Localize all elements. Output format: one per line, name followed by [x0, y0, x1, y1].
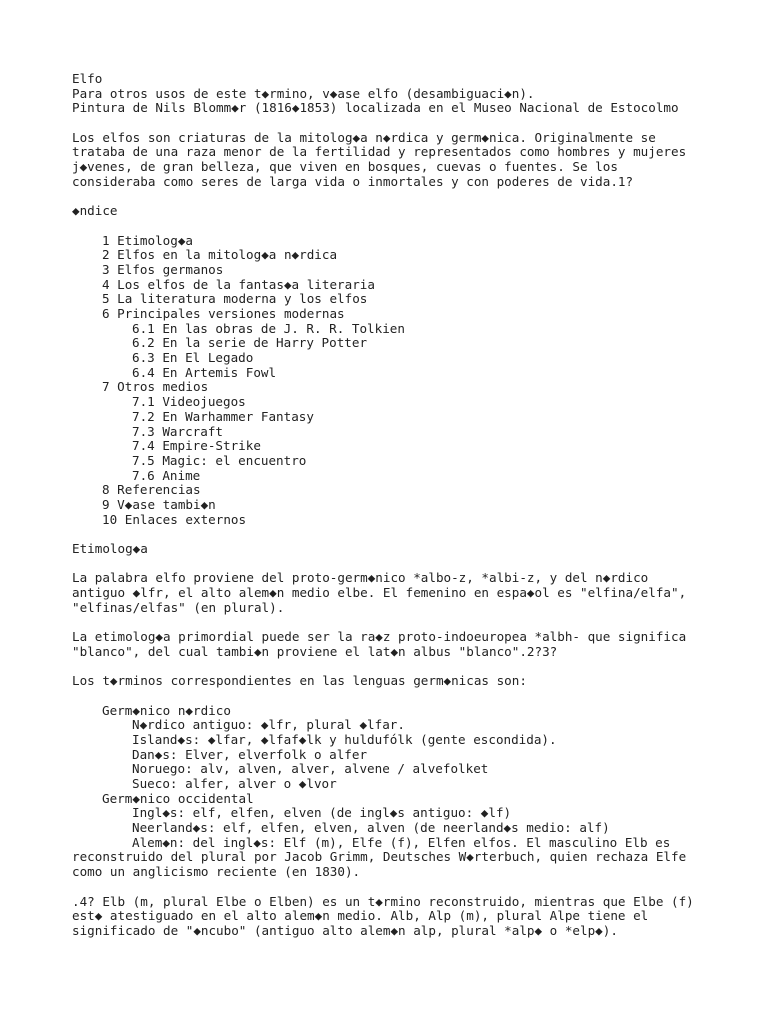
- toc-item: 2 Elfos en la mitolog◆a n◆rdica: [102, 247, 338, 263]
- term-item: Germ◆nico occidental: [102, 790, 254, 806]
- document-header: [72, 72, 712, 116]
- paragraph-line: est◆ atestiguado en el alto alem◆n medio. Alb, Alp (m), plural Alpe tiene el: [72, 908, 649, 924]
- etymology-paragraph-1: [72, 571, 712, 615]
- paragraph-line: antiguo ◆lfr, el alto alem◆n medio elbe. El femenino en espa◆ol es "elfina/elfa",: [72, 585, 687, 601]
- spacer: [72, 219, 712, 234]
- term-item: Sueco: alfer, alver o ◆lvor: [132, 776, 337, 791]
- paragraph-line: como un anglicismo reciente (en 1830).: [72, 864, 361, 880]
- terms-continuation: [72, 850, 712, 879]
- table-of-contents: [72, 234, 712, 528]
- toc-item: 7.5 Magic: el encuentro: [132, 452, 307, 468]
- term-item: Neerland◆s: elf, elfen, elven, alven (de neerland◆s medio: alf): [132, 820, 610, 836]
- intro-line: Los elfos son criaturas de la mitolog◆a n◆rdica y germ◆nica. Originalmente se: [72, 129, 656, 145]
- spacer: [72, 116, 712, 131]
- toc-item: 8 Referencias: [102, 482, 201, 498]
- term-item: Germ◆nico n◆rdico: [102, 702, 231, 718]
- toc-heading: ◆ndice: [72, 203, 118, 219]
- paragraph-line: .4? Elb (m, plural Elbe o Elben) es un t◆rmino reconstruido, mientras que Elbe (f): [72, 893, 694, 909]
- etymology-paragraph-2: [72, 630, 712, 659]
- toc-item: 7.3 Warcraft: [132, 423, 223, 439]
- term-item: Noruego: alv, alven, alver, alvene / alvefolket: [132, 761, 489, 777]
- toc-item: 4 Los elfos de la fantas◆a literaria: [102, 276, 375, 292]
- paragraph-line: "blanco", del cual tambi◆n proviene el lat◆n albus "blanco".2?3?: [72, 643, 558, 659]
- toc-item: 7.1 Videojuegos: [132, 394, 246, 410]
- toc-item: 7.4 Empire-Strike: [132, 438, 261, 454]
- toc-item: 3 Elfos germanos: [102, 261, 224, 277]
- spacer: [72, 615, 712, 630]
- toc-item: 6.4 En Artemis Fowl: [132, 364, 277, 380]
- term-item: Alem◆n: del ingl◆s: Elf (m), Elfe (f), Elfen elfos. El masculino Elb es: [132, 834, 671, 850]
- paragraph-line: significado de "◆ncubo" (antiguo alto alem◆n alp, plural *alp◆ o *elp◆).: [72, 922, 618, 938]
- spacer: [72, 557, 712, 572]
- toc-item: 7 Otros medios: [102, 379, 209, 395]
- intro-line: consideraba como seres de larga vida o inmortales y con poderes de vida.1?: [72, 173, 634, 189]
- toc-item: 6.3 En El Legado: [132, 350, 254, 366]
- disambiguation-note: Para otros usos de este t◆rmino, v◆ase elfo (desambiguaci◆n).: [72, 85, 535, 101]
- paragraph-line: reconstruido del plural por Jacob Grimm, Deutsches W◆rterbuch, quien rechaza Elfe: [72, 849, 687, 865]
- spacer: [72, 190, 712, 205]
- terms-intro: Los t◆rminos correspondientes en las lenguas germ◆nicas son:: [72, 673, 527, 689]
- spacer: [72, 880, 712, 895]
- toc-item: 6.2 En la serie de Harry Potter: [132, 335, 368, 351]
- paragraph-line: La palabra elfo proviene del proto-germ◆nico *albo-z, *albi-z, y del n◆rdico: [72, 570, 649, 586]
- toc-item: 7.6 Anime: [132, 467, 201, 483]
- spacer: [72, 660, 712, 675]
- toc-item: 9 V◆ase tambi◆n: [102, 496, 216, 512]
- toc-item: 7.2 En Warhammer Fantasy: [132, 408, 314, 424]
- term-item: Ingl◆s: elf, elfen, elven (de ingl◆s antiguo: ◆lf): [132, 805, 512, 821]
- intro-line: trataba de una raza menor de la fertilidad y representados como hombres y mujeres: [72, 144, 687, 160]
- toc-item: 1 Etimolog◆a: [102, 232, 193, 248]
- paragraph-line: La etimolog◆a primordial puede ser la ra◆z proto-indoeuropea *albh- que significa: [72, 629, 687, 645]
- toc-item: 6.1 En las obras de J. R. R. Tolkien: [132, 320, 405, 336]
- toc-item: 5 La literatura moderna y los elfos: [102, 291, 368, 307]
- spacer: [72, 689, 712, 704]
- paragraph-line: "elfinas/elfas" (en plural).: [72, 599, 285, 615]
- document-page: [72, 72, 712, 939]
- image-caption: Pintura de Nils Blomm◆r (1816◆1853) localizada en el Museo Nacional de Estocolmo: [72, 100, 679, 116]
- term-item: N◆rdico antiguo: ◆lfr, plural ◆lfar.: [132, 717, 405, 733]
- toc-item: 10 Enlaces externos: [102, 511, 247, 527]
- term-item: Dan◆s: Elver, elverfolk o alfer: [132, 746, 368, 762]
- toc-item: 6 Principales versiones modernas: [102, 306, 345, 321]
- term-item: Island◆s: ◆lfar, ◆lfaf◆lk y huldufólk (gente escondida).: [132, 731, 557, 747]
- article-title: Elfo: [72, 71, 103, 86]
- etymology-paragraph-3: [72, 895, 712, 939]
- germanic-terms-list: [72, 704, 712, 851]
- section-heading-etymology: Etimolog◆a: [72, 541, 148, 556]
- spacer: [72, 527, 712, 542]
- intro-paragraph: [72, 131, 712, 190]
- intro-line: j◆venes, de gran belleza, que viven en bosques, cuevas o fuentes. Se los: [72, 159, 618, 175]
